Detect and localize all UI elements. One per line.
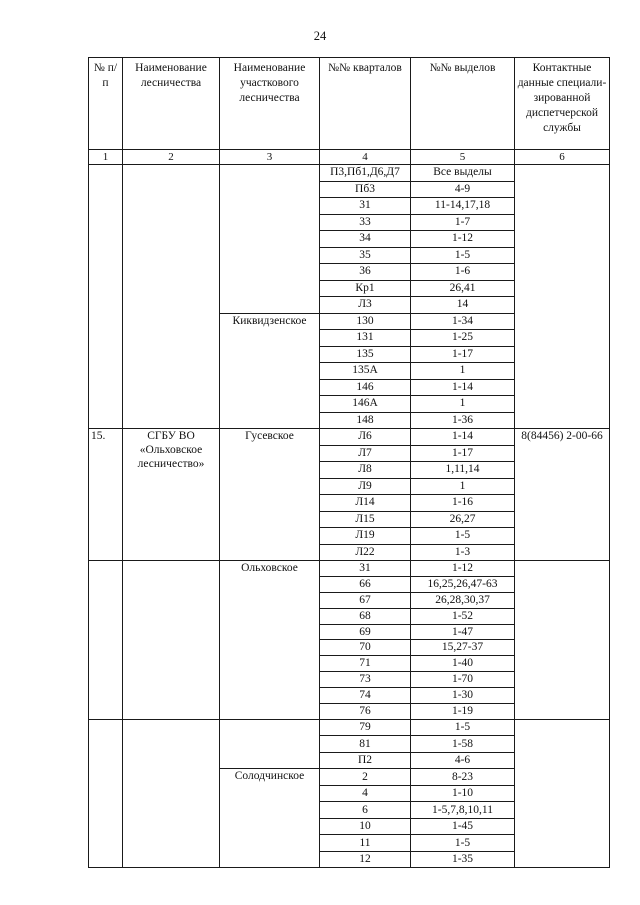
quarter-cell: 35 [320, 247, 411, 264]
allotment-cell: 1-35 [411, 851, 515, 868]
quarter-cell: 135А [320, 363, 411, 380]
quarter-cell: П2 [320, 752, 411, 769]
quarter-cell: Л15 [320, 511, 411, 528]
quarter-cell: 146 [320, 379, 411, 396]
quarter-cell: Л9 [320, 478, 411, 495]
header-row [89, 58, 610, 150]
allotment-cell: 1-52 [411, 608, 515, 624]
column-number: 5 [411, 150, 515, 165]
allotment-cell: 8-23 [411, 769, 515, 786]
contact-cell [515, 719, 610, 868]
allotment-cell: 11-14,17,18 [411, 198, 515, 215]
table-row [89, 561, 610, 577]
allotment-cell: 1-45 [411, 818, 515, 835]
table-row [89, 165, 610, 182]
district-name-cell [220, 165, 320, 314]
quarter-cell: Л7 [320, 445, 411, 462]
allotment-cell: 1-14 [411, 429, 515, 446]
allotment-cell: 1-14 [411, 379, 515, 396]
quarter-cell: Л14 [320, 495, 411, 512]
allotment-cell: 1-5,7,8,10,11 [411, 802, 515, 819]
column-number-row [89, 150, 610, 165]
allotment-cell: 1-5 [411, 719, 515, 736]
column-number: 3 [220, 150, 320, 165]
quarter-cell: 31 [320, 198, 411, 215]
allotment-cell: 1-17 [411, 445, 515, 462]
quarter-cell: 130 [320, 313, 411, 330]
contact-cell [515, 561, 610, 720]
allotment-cell: 1-58 [411, 736, 515, 753]
quarter-cell: 68 [320, 608, 411, 624]
quarter-cell: 6 [320, 802, 411, 819]
allotment-cell: 1-36 [411, 412, 515, 429]
quarter-cell: Л8 [320, 462, 411, 479]
contact-cell [515, 165, 610, 429]
allotment-cell: 1-12 [411, 231, 515, 248]
header-allotments: №№ выделов [411, 58, 515, 150]
quarter-cell: Кр1 [320, 280, 411, 297]
forestry-table [88, 57, 610, 868]
allotment-cell: 1-34 [411, 313, 515, 330]
allotment-cell: 1-5 [411, 247, 515, 264]
forestry-name-cell: СГБУ ВО «Ольховское лесничество» [123, 429, 220, 561]
allotment-cell: 1-19 [411, 704, 515, 720]
quarter-cell: Л19 [320, 528, 411, 545]
quarter-cell: 10 [320, 818, 411, 835]
quarter-cell: 76 [320, 704, 411, 720]
quarter-cell: Л3 [320, 297, 411, 314]
forestry-name-cell [123, 561, 220, 720]
page-number: 24 [313, 29, 327, 43]
allotment-cell: 1,11,14 [411, 462, 515, 479]
column-number: 4 [320, 150, 411, 165]
quarter-cell: 131 [320, 330, 411, 347]
quarter-cell: 66 [320, 576, 411, 592]
allotment-cell: 1-47 [411, 624, 515, 640]
allotment-cell: 1-30 [411, 688, 515, 704]
quarter-cell: 12 [320, 851, 411, 868]
row-number-cell [89, 561, 123, 720]
column-number: 1 [89, 150, 123, 165]
quarter-cell: 73 [320, 672, 411, 688]
row-number-cell: 15. [89, 429, 123, 561]
quarter-cell: 74 [320, 688, 411, 704]
allotment-cell: 1-16 [411, 495, 515, 512]
allotment-cell: 1-3 [411, 544, 515, 561]
allotment-cell: 15,27-37 [411, 640, 515, 656]
quarter-cell: 79 [320, 719, 411, 736]
allotment-cell: 1-7 [411, 214, 515, 231]
column-number: 2 [123, 150, 220, 165]
allotment-cell: 1-17 [411, 346, 515, 363]
quarter-cell: 31 [320, 561, 411, 577]
allotment-cell: 16,25,26,47-63 [411, 576, 515, 592]
district-name-cell [220, 719, 320, 769]
header-quarters: №№ кварталов [320, 58, 411, 150]
allotment-cell: 1 [411, 363, 515, 380]
allotment-cell: Все выделы [411, 165, 515, 182]
quarter-cell: Пб3 [320, 181, 411, 198]
quarter-cell: 11 [320, 835, 411, 852]
district-name-cell: Солодчинское [220, 769, 320, 868]
forestry-name-cell [123, 165, 220, 429]
quarter-cell: Л22 [320, 544, 411, 561]
allotment-cell: 1-10 [411, 785, 515, 802]
allotment-cell: 1-5 [411, 835, 515, 852]
allotment-cell: 26,27 [411, 511, 515, 528]
table-row [89, 719, 610, 736]
district-name-cell: Гусевское [220, 429, 320, 561]
header-contacts: Контактные данные специали-зированной диспетчерской службы [515, 58, 610, 150]
allotment-cell: 4-9 [411, 181, 515, 198]
row-number-cell [89, 719, 123, 868]
header-forestry: Наименование лесничества [123, 58, 220, 150]
column-number: 6 [515, 150, 610, 165]
district-name-cell: Ольховское [220, 561, 320, 720]
header-number: № п/п [89, 58, 123, 150]
quarter-cell: 34 [320, 231, 411, 248]
row-number-cell [89, 165, 123, 429]
allotment-cell: 26,28,30,37 [411, 592, 515, 608]
allotment-cell: 1-70 [411, 672, 515, 688]
quarter-cell: 67 [320, 592, 411, 608]
quarter-cell: 70 [320, 640, 411, 656]
allotment-cell: 1-6 [411, 264, 515, 281]
allotment-cell: 14 [411, 297, 515, 314]
district-name-cell: Киквидзенское [220, 313, 320, 429]
forestry-name-cell [123, 719, 220, 868]
quarter-cell: 146А [320, 396, 411, 413]
quarter-cell: Л6 [320, 429, 411, 446]
quarter-cell: 36 [320, 264, 411, 281]
quarter-cell: 69 [320, 624, 411, 640]
contact-cell: 8(84456) 2-00-66 [515, 429, 610, 561]
allotment-cell: 1-5 [411, 528, 515, 545]
header-district: Наименование участкового лесничества [220, 58, 320, 150]
allotment-cell: 26,41 [411, 280, 515, 297]
quarter-cell: 4 [320, 785, 411, 802]
quarter-cell: 71 [320, 656, 411, 672]
allotment-cell: 1-40 [411, 656, 515, 672]
allotment-cell: 1-25 [411, 330, 515, 347]
quarter-cell: 135 [320, 346, 411, 363]
quarter-cell: 33 [320, 214, 411, 231]
allotment-cell: 4-6 [411, 752, 515, 769]
allotment-cell: 1 [411, 396, 515, 413]
quarter-cell: П3,Пб1,Д6,Д7 [320, 165, 411, 182]
quarter-cell: 2 [320, 769, 411, 786]
table-row [89, 429, 610, 446]
quarter-cell: 148 [320, 412, 411, 429]
allotment-cell: 1-12 [411, 561, 515, 577]
quarter-cell: 81 [320, 736, 411, 753]
allotment-cell: 1 [411, 478, 515, 495]
table-body [89, 165, 610, 868]
